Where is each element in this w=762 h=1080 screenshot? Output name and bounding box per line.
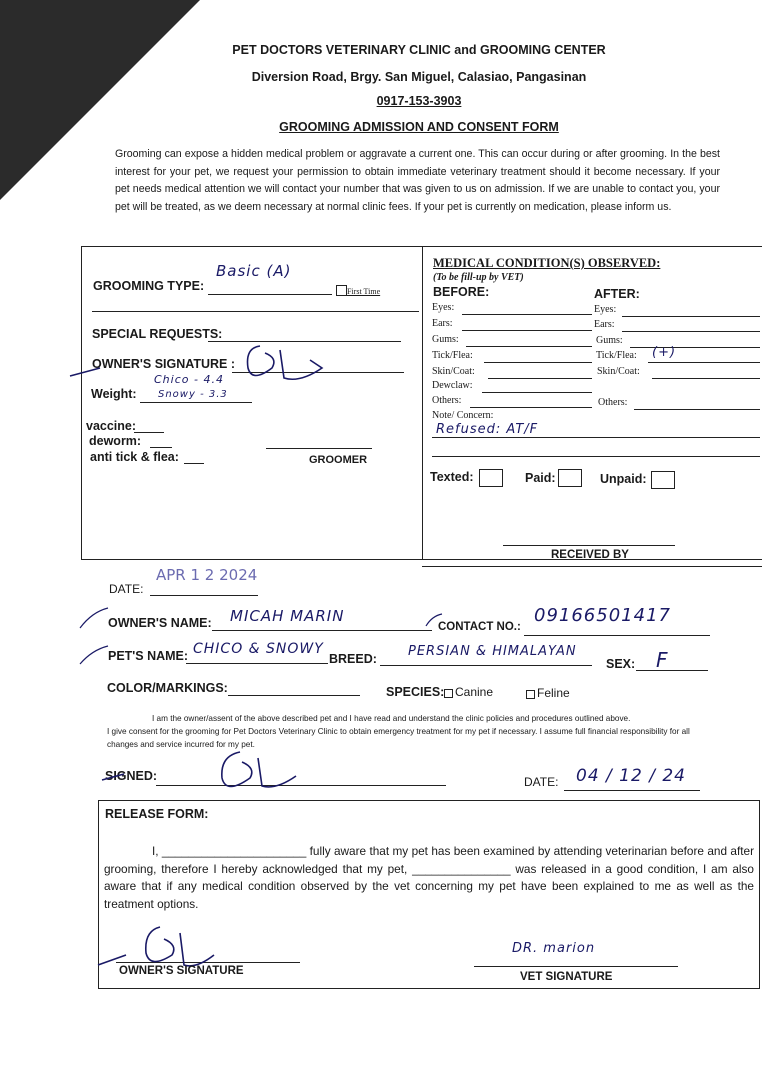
after-gums-line[interactable] (630, 347, 760, 348)
groomer-label: GROOMER (309, 454, 368, 466)
release-text: I, ______________________ fully aware that my pet has been examined by attending veterinarian before and after grooming, therefore I hereby acknowledged that my pet, _______________ was released in a good condition, I am also aware that if any medical condition observed by the vet concerning my pet have been explained to me as well as the treatment options. (104, 844, 754, 911)
weight-label: Weight: (91, 387, 137, 401)
deworm-line[interactable] (150, 447, 172, 448)
feline-label: Feline (537, 686, 570, 700)
vet-signature-line[interactable] (474, 966, 678, 967)
note-value: Refused: AT/F (436, 422, 539, 437)
before-eyes-line[interactable] (462, 314, 592, 315)
antitick-label: anti tick & flea: (90, 450, 179, 464)
vet-signature-caption: VET SIGNATURE (520, 971, 613, 983)
grooming-type-line (208, 294, 332, 295)
clinic-phone: 0917-153-3903 (376, 94, 462, 108)
sex-value: F (656, 648, 669, 672)
weight-line[interactable] (140, 402, 252, 403)
feline-checkbox[interactable] (526, 690, 535, 699)
contact-line[interactable] (524, 635, 710, 636)
box-divider (422, 247, 423, 559)
paid-label: Paid: (525, 471, 556, 485)
vet-signature-value: DR. marion (512, 941, 596, 956)
release-title: RELEASE FORM: (105, 807, 209, 821)
before-tickflea-line[interactable] (484, 362, 592, 363)
note-line-1[interactable] (432, 437, 760, 438)
unpaid-label: Unpaid: (600, 472, 647, 486)
form-title: GROOMING ADMISSION AND CONSENT FORM (279, 120, 559, 134)
pet-name-label: PET'S NAME: (108, 649, 189, 663)
before-dewclaw: Dewclaw: (432, 380, 473, 391)
after-eyes-line[interactable] (622, 316, 760, 317)
date-label: DATE: (109, 582, 144, 596)
after-tickflea-value: (+) (652, 345, 677, 360)
color-markings-line[interactable] (228, 695, 360, 696)
owner-signature-caption: OWNER'S SIGNATURE (119, 965, 244, 977)
vaccine-line[interactable] (134, 432, 164, 433)
before-label: BEFORE: (433, 285, 490, 299)
after-label: AFTER: (594, 287, 640, 301)
received-by-line[interactable] (503, 545, 675, 546)
after-ears-line[interactable] (622, 331, 760, 332)
texted-label: Texted: (430, 470, 474, 484)
note-line-2[interactable] (432, 456, 760, 457)
grooming-extra-line (92, 311, 419, 312)
clinic-name: PET DOCTORS VETERINARY CLINIC and GROOMING CENTER (232, 43, 606, 57)
special-requests-label: SPECIAL REQUESTS: (92, 327, 223, 341)
medical-subtitle: (To be fill-up by VET) (433, 272, 524, 283)
consent-text-2: I give consent for the grooming for Pet Doctors Veterinary Clinic to obtain emergency treatment for my pet if necessary. I assume full financial responsibility for all changes and service incurred for my pet. (107, 727, 690, 749)
color-markings-label: COLOR/MARKINGS: (107, 681, 228, 695)
paid-checkbox[interactable] (558, 469, 582, 487)
grooming-type-label: GROOMING TYPE: (93, 279, 205, 293)
before-gums-line[interactable] (466, 346, 592, 347)
before-skincoat: Skin/Coat: (432, 366, 475, 377)
after-ears: Ears: (594, 319, 615, 330)
clinic-address: Diversion Road, Brgy. San Miguel, Calasiao, Pangasinan (251, 70, 587, 84)
owner-signature-label: OWNER'S SIGNATURE : (92, 357, 236, 371)
texted-checkbox[interactable] (479, 469, 503, 487)
owner-name-value: MICAH MARIN (230, 607, 345, 625)
breed-value: PERSIAN & HIMALAYAN (408, 644, 577, 659)
weight-chico: Chico - 4.4 (154, 373, 224, 386)
species-label: SPECIES: (386, 685, 445, 699)
after-tickflea-line[interactable] (648, 362, 760, 363)
antitick-line[interactable] (184, 463, 204, 464)
before-gums: Gums: (432, 334, 459, 345)
canine-checkbox[interactable] (444, 689, 453, 698)
intro-paragraph: Grooming can expose a hidden medical problem or aggravate a current one. This can occur during or after grooming. In the best interest for your pet, we request your permission to obtain immediate veterinary treatment should it become necessary. If your pet needs medical attention we will contact your number that was given to us on admission. If we are unable to contact you, your pet will be treated, as we deem necessary at normal clinic fees. If your pet is currently on medication, please inform us. (115, 148, 720, 213)
owner-name-label: OWNER'S NAME: (108, 616, 212, 630)
breed-line[interactable] (380, 665, 592, 666)
first-time-checkbox[interactable] (336, 285, 347, 296)
contact-label: CONTACT NO.: (438, 621, 521, 633)
date2-value: 04 / 12 / 24 (576, 766, 686, 786)
before-others: Others: (432, 395, 462, 406)
date-line[interactable] (150, 595, 258, 596)
grooming-type-value[interactable]: Basic (A) (216, 262, 292, 280)
consent-text-1: I am the owner/assent of the above described pet and I have read and understand the clinic policies and procedures outlined above. (152, 714, 631, 723)
after-eyes: Eyes: (594, 304, 617, 315)
sex-label: SEX: (606, 657, 636, 671)
vaccine-label: vaccine: (86, 419, 137, 433)
after-tickflea: Tick/Flea: (596, 350, 637, 361)
sex-line[interactable] (636, 670, 708, 671)
after-others: Others: (598, 397, 628, 408)
canine-label: Canine (455, 685, 494, 699)
breed-label: BREED: (329, 652, 377, 666)
weight-snowy: Snowy - 3.3 (158, 389, 228, 400)
deworm-label: deworm: (89, 434, 142, 448)
signed-label: SIGNED: (105, 769, 158, 783)
before-eyes: Eyes: (432, 302, 455, 313)
pet-name-value: CHICO & SNOWY (193, 641, 324, 657)
before-ears: Ears: (432, 318, 453, 329)
before-tickflea: Tick/Flea: (432, 350, 473, 361)
date2-line[interactable] (564, 790, 700, 791)
pet-name-line[interactable] (186, 663, 328, 664)
after-gums: Gums: (596, 335, 623, 346)
contact-value: 09166501417 (534, 605, 671, 626)
before-skincoat-line[interactable] (488, 378, 592, 379)
after-skincoat: Skin/Coat: (597, 366, 640, 377)
before-ears-line[interactable] (462, 330, 592, 331)
owner-name-line[interactable] (212, 630, 432, 631)
received-by-label: RECEIVED BY (551, 549, 629, 561)
first-time-label: First Time (347, 287, 381, 296)
note-label: Note/ Concern: (432, 410, 494, 421)
before-dewclaw-line[interactable] (482, 392, 592, 393)
date-stamp: APR 1 2 2024 (156, 566, 258, 584)
medical-title: MEDICAL CONDITION(S) OBSERVED: (433, 256, 661, 270)
date2-label: DATE: (524, 775, 559, 789)
before-others-line[interactable] (470, 407, 592, 408)
unpaid-checkbox[interactable] (651, 471, 675, 489)
after-skincoat-line[interactable] (652, 378, 760, 379)
right-box-bottom (422, 566, 762, 567)
after-others-line[interactable] (634, 409, 760, 410)
groomer-line[interactable] (266, 448, 372, 449)
